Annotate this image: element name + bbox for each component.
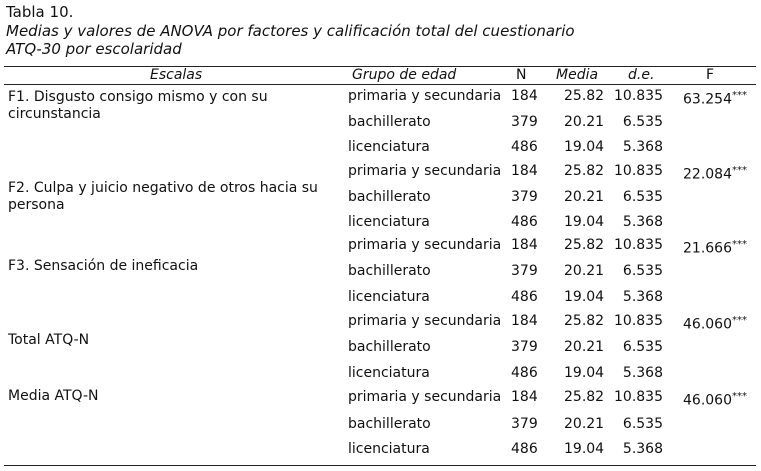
cell-de: 6.535 [622,416,663,432]
cell-de: 10.835 [614,313,663,329]
cell-grupo: licenciatura [348,289,430,305]
header-de: d.e. [628,67,655,83]
scale-label-line1: Total ATQ-N [8,332,90,348]
cell-de: 6.535 [622,189,663,205]
table-row [0,440,761,462]
table-row [0,87,761,109]
f-value: 63.254 [683,91,732,108]
cell-de: 5.368 [622,214,663,230]
header-n: N [516,67,527,83]
header-media: Media [556,67,599,83]
cell-n: 379 [511,189,538,205]
header-rule [4,84,756,85]
cell-n: 379 [511,263,538,279]
cell-n: 486 [511,139,538,155]
table-row [0,338,761,360]
cell-media: 25.82 [564,163,605,179]
cell-de: 6.535 [622,114,663,130]
bottom-rule [4,465,756,466]
cell-grupo: licenciatura [348,365,430,381]
header-f: F [706,67,715,83]
cell-media: 20.21 [564,263,605,279]
table-row-group [0,388,761,464]
cell-f [683,87,747,109]
scale-label-line1: F1. Disgusto consigo mismo y con su [8,89,268,105]
significance-marker: *** [732,90,747,101]
f-value: 46.060 [683,316,732,333]
cell-media: 19.04 [564,289,605,305]
f-value: 46.060 [683,392,732,409]
cell-grupo: primaria y secundaria [348,163,502,179]
significance-marker: *** [732,391,747,402]
cell-n: 486 [511,365,538,381]
table-row [0,364,761,386]
cell-media: 20.21 [564,189,605,205]
table-row [0,188,761,210]
header-escalas: Escalas [150,67,203,83]
table-title-line2: ATQ-30 por escolaridad [6,40,182,58]
cell-n: 486 [511,214,538,230]
cell-media: 20.21 [564,114,605,130]
cell-de: 10.835 [614,163,663,179]
cell-grupo: licenciatura [348,139,430,155]
significance-marker: *** [732,239,747,250]
f-value: 21.666 [683,240,732,257]
cell-de: 5.368 [622,289,663,305]
table-row-group [0,162,761,238]
cell-media: 19.04 [564,139,605,155]
scale-label-line1: F2. Culpa y juicio negativo de otros hacia su [8,180,318,196]
cell-de: 5.368 [622,441,663,457]
cell-n: 184 [511,237,538,253]
cell-grupo: bachillerato [348,339,431,355]
cell-f [683,162,747,184]
cell-de: 6.535 [622,339,663,355]
table-row [0,213,761,235]
table-row [0,113,761,135]
table-row [0,236,761,258]
cell-media: 19.04 [564,214,605,230]
cell-grupo: bachillerato [348,416,431,432]
table-row [0,312,761,334]
table-row [0,388,761,410]
cell-media: 20.21 [564,339,605,355]
cell-grupo: licenciatura [348,214,430,230]
cell-grupo: bachillerato [348,189,431,205]
cell-de: 5.368 [622,365,663,381]
cell-de: 10.835 [614,88,663,104]
cell-grupo: primaria y secundaria [348,313,502,329]
header-grupo: Grupo de edad [352,67,457,83]
cell-grupo: bachillerato [348,114,431,130]
cell-f [683,312,747,334]
cell-f [683,388,747,410]
cell-grupo: primaria y secundaria [348,88,502,104]
table-row-group [0,87,761,163]
cell-n: 486 [511,441,538,457]
scale-label-line1: Media ATQ-N [8,388,99,404]
scale-label-line2: persona [8,197,65,213]
cell-n: 184 [511,313,538,329]
cell-grupo: bachillerato [348,263,431,279]
cell-media: 25.82 [564,389,605,405]
table-row [0,415,761,437]
cell-media: 20.21 [564,416,605,432]
cell-n: 184 [511,163,538,179]
cell-media: 19.04 [564,365,605,381]
cell-de: 6.535 [622,263,663,279]
cell-media: 25.82 [564,313,605,329]
cell-f [683,236,747,258]
cell-n: 184 [511,88,538,104]
cell-de: 10.835 [614,389,663,405]
cell-media: 25.82 [564,88,605,104]
table-row-group [0,312,761,388]
cell-n: 379 [511,339,538,355]
table-row [0,288,761,310]
table-row [0,262,761,284]
f-value: 22.084 [683,166,732,183]
cell-grupo: primaria y secundaria [348,389,502,405]
cell-de: 5.368 [622,139,663,155]
table-title [6,22,746,58]
cell-media: 25.82 [564,237,605,253]
cell-n: 379 [511,114,538,130]
table-row [0,162,761,184]
cell-grupo: primaria y secundaria [348,237,502,253]
significance-marker: *** [732,315,747,326]
scale-label-line1: F3. Sensación de ineficacia [8,258,199,274]
cell-grupo: licenciatura [348,441,430,457]
cell-n: 379 [511,416,538,432]
table-label: Tabla 10. [6,3,74,21]
table-title-line1: Medias y valores de ANOVA por factores y calificación total del cuestionario [6,22,575,40]
cell-de: 10.835 [614,237,663,253]
table-row-group [0,236,761,312]
cell-n: 184 [511,389,538,405]
cell-media: 19.04 [564,441,605,457]
cell-n: 486 [511,289,538,305]
scale-label-line2: circunstancia [8,106,101,122]
table-row [0,138,761,160]
significance-marker: *** [732,165,747,176]
